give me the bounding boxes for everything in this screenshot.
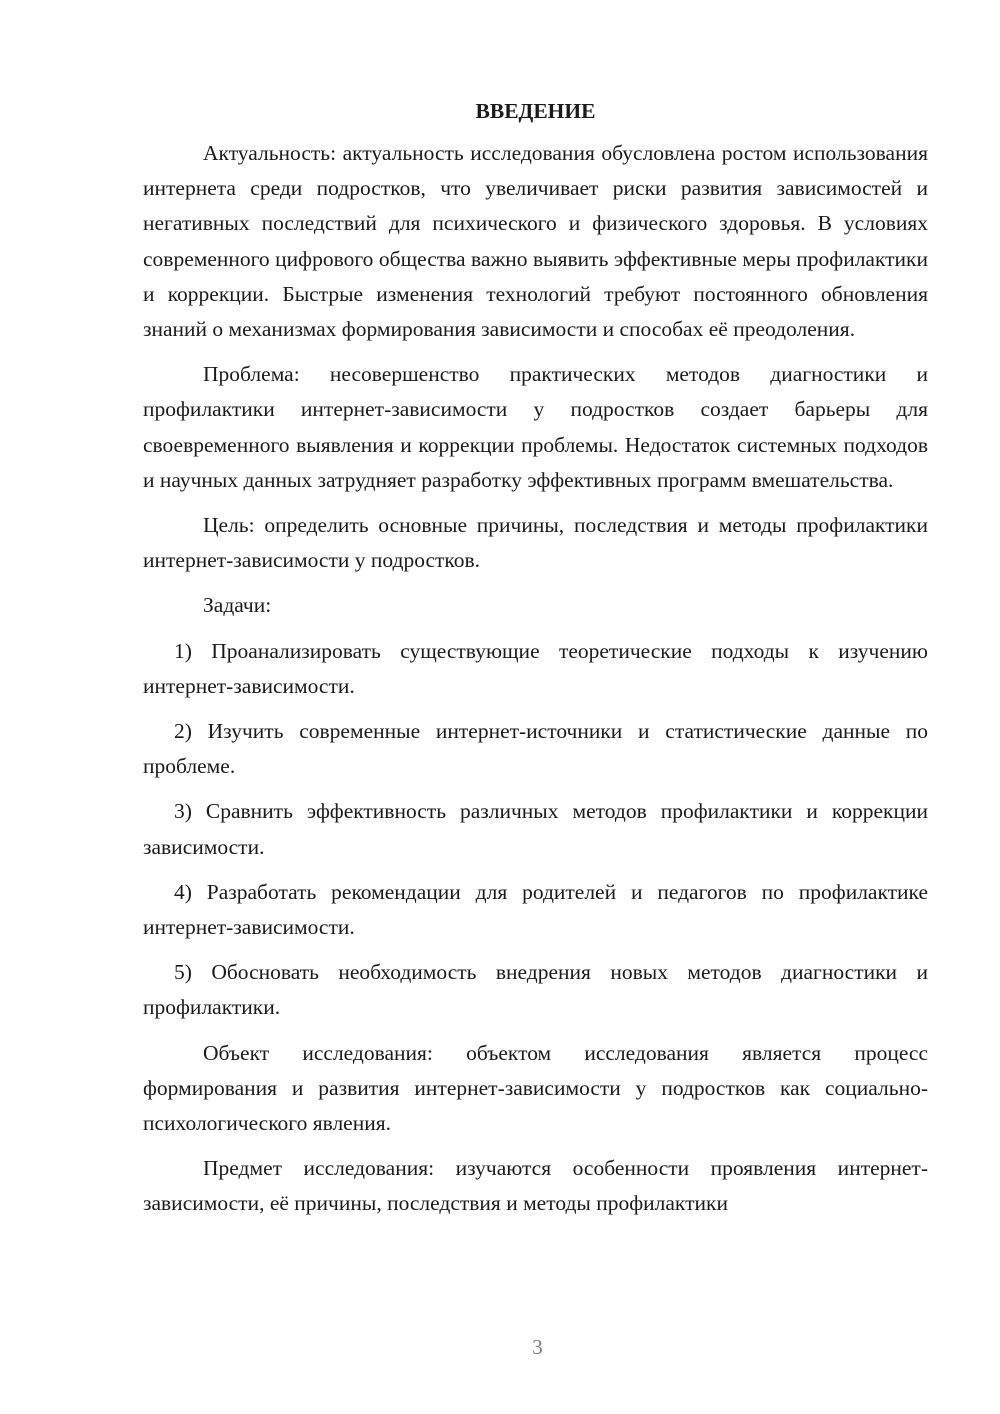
- paragraph-subject: Предмет исследования: изучаются особенности проявления интернет-зависимости, её причины, последствия и методы профилактики: [143, 1156, 928, 1216]
- task-item-1: 1) Проанализировать существующие теоретические подходы к изучению интернет-зависимости.: [143, 638, 928, 698]
- task-item-4: 4) Разработать рекомендации для родителей и педагогов по профилактике интернет-зависимости.: [143, 879, 928, 940]
- paragraph-object: Объект исследования: объектом исследования является процесс формирования и развития интернет-зависимости у подростков как социально-психологического явления.: [143, 1040, 928, 1136]
- paragraph-problem: Проблема: несовершенство практических методов диагностики и профилактики интернет-зависимости у подростков создает барьеры для своевременного выявления и коррекции проблемы. Недостаток системных подходов и научных данных затрудняет разработку эффективных программ вмешательства.: [143, 362, 928, 492]
- paragraph-tasks-label: Задачи:: [203, 593, 272, 618]
- page-number: 3: [532, 1335, 543, 1359]
- task-item-2: 2) Изучить современные интернет-источники и статистические данные по проблеме.: [143, 719, 928, 779]
- paragraph-goal: Цель: определить основные причины, последствия и методы профилактики интернет-зависимости у подростков.: [143, 513, 928, 573]
- task-item-3: 3) Сравнить эффективность различных методов профилактики и коррекции зависимости.: [143, 799, 928, 859]
- paragraph-relevance: Актуальность: актуальность исследования обусловлена ростом использования интернета среди подростков, что увеличивает риски развития зависимостей и негативных последствий для психического и физического здоровья. В условиях современного цифрового общества важно выявить эффективные меры профилактики и коррекции. Быстрые изменения технологий требуют постоянного обновления знаний о механизмах формирования зависимости и способах её преодоления.: [143, 141, 928, 342]
- page-content: [143, 96, 928, 1232]
- task-item-5: 5) Обосновать необходимость внедрения новых методов диагностики и профилактики.: [143, 960, 928, 1020]
- section-heading: ВВЕДЕНИЕ: [475, 99, 596, 123]
